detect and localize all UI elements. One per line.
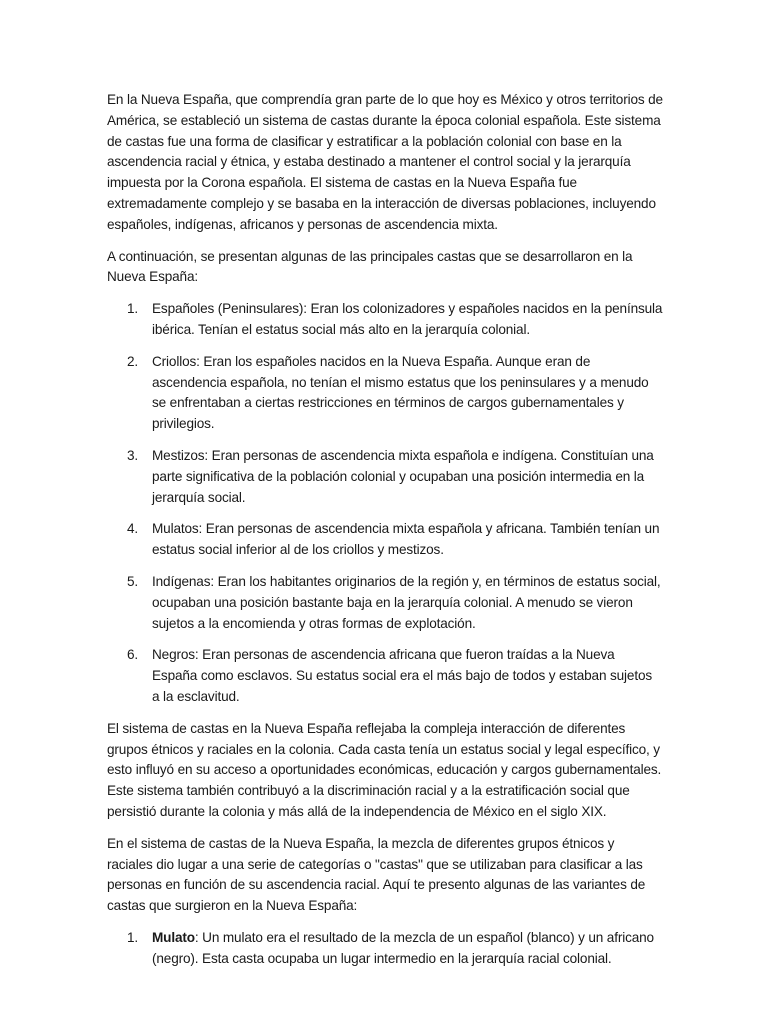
list-item-text: Mestizos: Eran personas de ascendencia mixta española e indígena. Constituían una parte significativa de la población colonial y ocupaban una posición intermedia en la jerarquía social.	[152, 447, 654, 505]
list-number: 1.	[127, 929, 139, 945]
lead-in-paragraph: A continuación, se presentan algunas de las principales castas que se desarrollaron en la Nueva España:	[107, 248, 633, 285]
list-item-text: Negros: Eran personas de ascendencia africana que fueron traídas a la Nueva España como esclavos. Su estatus social era el más bajo de todos y estaban sujetos a la esclavitud.	[152, 647, 653, 704]
list-item-text: : Un mulato era el resultado de la mezcla de un español (blanco) y un africano (negro). Esta casta ocupaba un lugar intermedio en la jerarquía racial colonial.	[152, 929, 654, 966]
list-item	[107, 352, 663, 435]
variant-term: Mulato	[152, 929, 195, 945]
list-item-text: Españoles (Peninsulares): Eran los colonizadores y españoles nacidos en la península ibérica. Tenían el estatus social más alto en la jerarquía colonial.	[152, 301, 663, 337]
variants-intro-paragraph: En el sistema de castas de la Nueva España, la mezcla de diferentes grupos étnicos y raciales dio lugar a una serie de categorías o "castas" que se utilizaban para clasificar a las personas en función de su ascendencia racial. Aquí te presento algunas de las variantes de castas que surgieron en la Nueva España:	[107, 835, 646, 914]
list-number: 4.	[127, 521, 139, 537]
document-page	[107, 90, 663, 980]
list-item	[107, 645, 663, 707]
reflection-paragraph: El sistema de castas en la Nueva España reflejaba la compleja interacción de diferentes grupos étnicos y raciales en la colonia. Cada casta tenía un estatus social y legal específico, y esto influyó en su acceso a oportunidades económicas, educación y cargos gubernamentales. Este sistema también contribuyó a la discriminación racial y a la estratificación social que persistió durante la colonia y más allá de la independencia de México en el siglo XIX.	[107, 720, 662, 819]
list-item	[107, 572, 663, 634]
list-item	[107, 446, 663, 508]
castas-list	[107, 299, 663, 708]
intro-paragraph: En la Nueva España, que comprendía gran parte de lo que hoy es México y otros territorios de América, se estableció un sistema de castas durante la época colonial española. Este sistema de castas fue una forma de clasificar y estratificar a la población colonial con base en la ascendencia racial y étnica, y estaba destinado a mantener el control social y la jerarquía impuesta por la Corona española. El sistema de castas en la Nueva España fue extremadamente complejo y se basaba en la interacción de diversas poblaciones, incluyendo españoles, indígenas, africanos y personas de ascendencia mixta.	[107, 92, 663, 232]
list-item	[107, 299, 663, 341]
list-number: 3.	[127, 447, 139, 463]
list-item-text: Criollos: Eran los españoles nacidos en la Nueva España. Aunque eran de ascendencia española, no tenían el mismo estatus que los peninsulares y a menudo se enfrentaban a ciertas restricciones en términos de cargos gubernamentales y privilegios.	[152, 353, 649, 432]
list-item-text: Mulatos: Eran personas de ascendencia mixta española y africana. También tenían un estatus social inferior al de los criollos y mestizos.	[152, 521, 660, 558]
list-item-text: Indígenas: Eran los habitantes originarios de la región y, en términos de estatus social, ocupaban una posición bastante baja en la jerarquía colonial. A menudo se vieron sujetos a la encomienda y otras formas de explotación.	[152, 573, 661, 631]
list-item	[107, 928, 663, 970]
list-item	[107, 519, 663, 561]
list-number: 2.	[127, 353, 139, 369]
list-number: 6.	[127, 647, 139, 663]
list-number: 1.	[127, 301, 139, 317]
list-number: 5.	[127, 573, 139, 589]
variants-list	[107, 928, 663, 970]
